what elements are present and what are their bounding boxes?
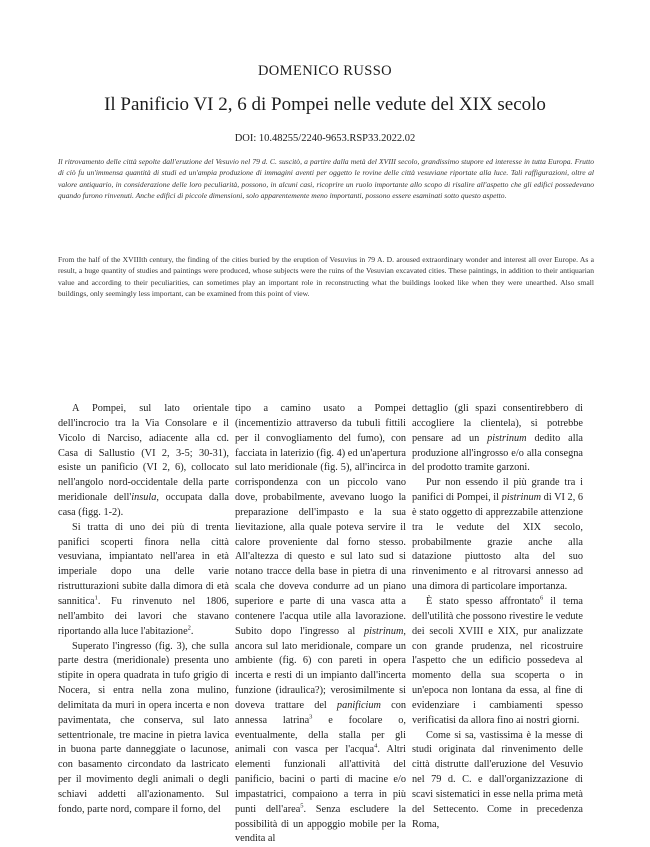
- paragraph: Superato l'ingresso (fig. 3), che sulla parte destra (meridionale) presenta uno stipite in opera quadrata in tufo grigio di Nocera, si entra nella zona mulino, delimitata da muri in opera incerta e non pavimentata, che conserva, sul lato settentrionale, tre macine in pietra lavica in buona parte danneggiate o lacunose, con basamento circondato da lastricato per il movimento degli animali o degli schiavi addetti all'azionamento. Sul fondo, parte nord, compare il forno, del: [58, 640, 229, 815]
- italic-term: insula: [131, 492, 157, 504]
- paragraph: Come si sa, vastissima è la messe di studi originata dal rinvenimento delle città distrutte dall'eruzione del Vesuvio nel 79 d. C. e dall'organizzazione di scavi sistematici in esse nella prima metà del Settecento. Come in precedenza Roma,: [412, 729, 583, 830]
- text-run: .: [190, 625, 194, 637]
- text-run: A Pompei, sul lato orientale dell'incrocio tra la Via Consolare e il Vicolo di Narciso, adiacente alla cd. Casa di Sallustio (VI 2, 3-5; 30-31), esiste un panificio (VI 2, 6), collocato nell'angolo nord-occidentale della parte meridionale dell': [58, 403, 229, 504]
- body-column-1: [58, 402, 230, 815]
- abstract-italian: Il ritrovamento delle città sepolte dall'eruzione del Vesuvio nel 79 d. C. suscitò, a partire dalla metà del XVIII secolo, grandissimo stupore ed interesse in tutta Europa. Frutto di ciò fu un'immensa quantità di studi ed un'ampia produzione di immagini aventi per oggetto le rovine delle città vesuviane riportate alla luce. Tali raffigurazioni, oltre al valore antiquario, in considerazione delle loro peculiarità, possono, in alcuni casi, ricoprire un ruolo importante allo scopo di risalire all'aspetto che gli edifici possedevano quando furono rinvenuti. Anche edifici di piccole dimensioni, solo apparentemente meno importanti, possono essere esaminati sotto questo aspetto.: [58, 157, 594, 200]
- footnote-ref-6[interactable]: 6: [540, 594, 544, 602]
- footnote-ref-5[interactable]: 5: [300, 802, 304, 810]
- paragraph: [58, 402, 229, 521]
- footnote-ref-3[interactable]: 3: [309, 713, 313, 721]
- text-run: tipo a camino usato a Pompei (incementizio attraverso da tubuli fittili per il convogliamento del fumo), con facciata in laterizio (fig. 4) ed un'apertura sul lato meridionale (fig. 5), all'incirca in corrispondenza con un piccolo vano dove, probabilmente, avevano luogo la preparazione dell'impasto e la sua lievitazione, alla quale poteva servire il calore proveniente dal forno stesso. All'altezza di questo e sul lato sud si notano tracce della base in pietra di una scala che doveva condurre ad un piano superiore e parte di una vasca atta a contenere l'acqua utile alla lavorazione. Subito dopo l'ingresso al: [235, 403, 406, 637]
- paragraph: [58, 521, 229, 640]
- body-column-2: [235, 402, 406, 845]
- text-run: Si tratta di uno dei più di trenta panifici scoperti finora nella città vesuviana, impiantato nell'area in età imperiale dopo una delle varie ristrutturazioni subite dalla dimora di età sannitica: [58, 521, 229, 607]
- text-run: Pur non essendo il più grande tra i panifici di Pompei, il: [412, 477, 583, 504]
- text-run: . Altri elementi funzionali all'attività del panificio, bacini o parti di macine e/o impastatrici, compaiono a terra in più punti dell'area: [235, 744, 406, 815]
- footnote-ref-2[interactable]: 2: [187, 624, 191, 632]
- article-title: Il Panificio VI 2, 6 di Pompei nelle vedute del XIX secolo: [104, 94, 546, 115]
- footnote-ref-1[interactable]: 1: [94, 594, 98, 602]
- paragraph: [412, 595, 583, 729]
- text-run: . Senza escludere la possibilità di un appoggio mobile per la vendita al: [235, 803, 406, 845]
- text-run: , ancora sul lato meridionale, compare un ambiente (fig. 6) con pareti in opera incerta e resti di un impianto dall'incerta funzione (idraulica?); verosimilmente si doveva trattare del: [235, 625, 406, 711]
- abstract-english: From the half of the XVIIIth century, the finding of the cities buried by the eruption of Vesuvius in 79 A. D. aroused extraordinary wonder and interest all over Europe. As a result, a huge quantity of studies and paintings were produced, whose subjects were the ruins of the Vesuvian excavated cities. These paintings, in addition to their antiquarian value and according to their peculiarities, can sometimes play an important role in reconstructing what the buildings looked like when they were unearthed. Also small buildings, only seemingly less important, can be examined from this point of view.: [58, 255, 594, 298]
- text-run: il tema dell'utilità che possono rivestire le vedute dei secoli XVIII e XIX, pur analizzate con grande prudenza, nel ricostruire l'aspetto che un edificio possedeva al momento della sua scoperta o in un'epoca non lontana da essa, al fine di evidenziare i cambiamenti spesso verificatisi da allora fino ai nostri giorni.: [412, 595, 583, 726]
- footnote-ref-4[interactable]: 4: [374, 742, 378, 750]
- paragraph: [235, 402, 406, 847]
- italic-term: pistrinum: [501, 492, 542, 504]
- text-run: e focolare o, eventualmente, della stalla per gli animali con vasca per l'acqua: [235, 714, 406, 756]
- text-run: È stato spesso affrontato: [426, 595, 541, 607]
- text-run: con annessa latrina: [235, 699, 406, 726]
- author-name: DOMENICO RUSSO: [257, 63, 393, 79]
- text-run: , occupata dalla casa (figg. 1-2).: [58, 492, 230, 518]
- doi-line[interactable]: DOI: 10.48255/2240-9653.RSP33.2022.02: [234, 133, 416, 144]
- text-run: di VI 2, 6 è stato oggetto di apprezzabile attenzione tra le vedute del XIX secolo, probabilmente grazie anche alla datazione piuttosto alta del suo rinvenimento e al ritrovarsi annesso ad una dimora di particolare importanza.: [412, 492, 584, 593]
- italic-term: panificium: [336, 699, 381, 711]
- paragraph: [412, 402, 583, 476]
- paragraph: [412, 476, 583, 595]
- text-run: . Fu rinvenuto nel 1806, nell'ambito dei lavori che stavano riportando alla luce l'abitazione: [58, 595, 229, 637]
- italic-term: pistrinum: [487, 432, 527, 444]
- text-run: dettaglio (gli spazi consentirebbero di accogliere la clientela), si potrebbe pensare ad un: [412, 403, 583, 444]
- body-column-3: [412, 402, 584, 830]
- italic-term: pistrinum: [363, 625, 404, 637]
- text-run: dedito alla produzione all'ingrosso e/o alla consegna del prodotto tramite garzoni.: [412, 432, 584, 474]
